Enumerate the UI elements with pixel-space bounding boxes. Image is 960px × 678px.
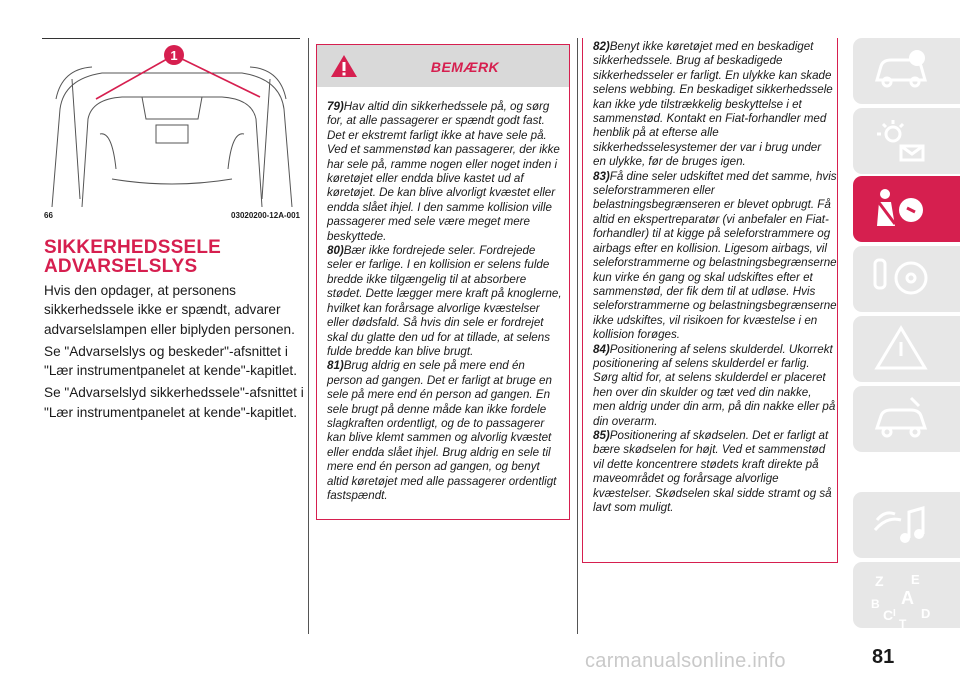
note-item: 85)Positionering af skødselen. Det er farligt at bære skødselen for højt. Ved et sammenstød vil dette koncentrere stødets kraft direkte på maveområdet og forårsage alvorlige kvæstelser. Skødselen skal sidde stramt og så lavt som muligt. <box>593 428 832 514</box>
note-continuation <box>582 38 838 563</box>
dashboard-lights-icon <box>871 116 931 166</box>
car-service-icon <box>871 394 931 444</box>
svg-text:C: C <box>883 607 894 623</box>
tab-multimedia[interactable] <box>853 492 960 558</box>
svg-text:Z: Z <box>875 573 884 589</box>
paragraph: Se "Advarselslyd sikkerhedssele"-afsnittet i "Lær instrumentpanelet at kende"-kapitlet. <box>44 385 304 420</box>
svg-text:E: E <box>911 572 920 587</box>
warning-triangle-icon <box>871 324 931 374</box>
watermark: carmanualsonline.info <box>585 650 786 672</box>
column-divider <box>308 38 309 634</box>
note-title: BEMÆRK <box>430 59 500 75</box>
multimedia-icon <box>871 500 931 550</box>
svg-text:B: B <box>871 597 880 611</box>
key-steering-icon <box>871 254 931 304</box>
note-item: 82)Benyt ikke køretøjet med en beskadiget sikkerhedssele. Brug af beskadigede sikkerhedsseler er farligt. En ulykke kan skade selens webbing. En beskadiget sikkerhedssele kan ikke yde tilstrækkelig beskyttelse i et sammenstød. Kontakt en Fiat-forhandler med henblik på at efterse alle sikkerhedsselesystemer der var i brug under en ulykke, før de bruges igen. <box>593 40 833 169</box>
section-body <box>44 281 306 425</box>
section-title: SIKKERHEDSSELE ADVARSELSLYS <box>44 237 222 277</box>
note-item: 84)Positionering af selens skulderdel. Ukorrekt positionering af selens skulderdel er farlig. Sørg altid for, at selens skulderdel er placeret hen over din skulder og tæt ved din nakke, men aldrig under din arm, på din nakke eller på din overarm. <box>593 342 836 428</box>
note-box <box>316 44 570 520</box>
figure-caption <box>44 211 300 220</box>
note-item: 79)Hav altid din sikkerhedssele på, og sørg for, at alle passagerer er spændt godt fast. Det er ekstremt farligt ikke at have sele på. Ved et sammenstød kan passagerer, der ikke har sele på, ramme nogen eller noget inden i køretøjet eller endda blive kastet ud af køretøjet. De kan blive alvorligt kvæstet eller endda slået ihjel. I den samme kollision ville passagerer med sele være meget mere beskyttede. <box>327 100 560 243</box>
rear-seat-illustration <box>42 39 300 207</box>
svg-text:D: D <box>921 606 931 621</box>
tab-seatbelt-airbag[interactable] <box>853 176 960 242</box>
warning-icon <box>329 53 359 79</box>
tab-car-info[interactable] <box>853 38 960 104</box>
note-header <box>317 45 569 87</box>
figure-code: 03020200-12A-001 <box>231 211 300 220</box>
tab-index[interactable] <box>853 562 960 628</box>
note-continuation-body <box>593 40 837 515</box>
svg-text:I: I <box>893 608 896 619</box>
seatbelt-figure <box>42 38 300 207</box>
paragraph: Hvis den opdager, at personens sikkerhedssele ikke er spændt, advarer advarselslampen eller biplyden personen. <box>44 283 295 337</box>
note-item: 80)Bær ikke fordrejede seler. Fordrejede seler er farlige. I en kollision er selens fulde bredde ikke tilgængelig til at absorbere stødet. Dette lægger mere kraft på knoglerne, hvilket kan forårsage alvorlige kvæstelser eller dødsfald. Så hvis din sele er fordrejet skal du glatte den ud for at tillade, at selens fulde bredde kan blive brugt. <box>327 244 562 358</box>
tab-key-steering[interactable] <box>853 246 960 312</box>
column-divider <box>577 38 578 634</box>
figure-number: 66 <box>44 211 53 220</box>
page-number: 81 <box>872 646 895 668</box>
paragraph: Se "Advarselslys og beskeder"-afsnittet i "Lær instrumentpanelet at kende"-kapitlet. <box>44 343 297 379</box>
tab-warning-triangle[interactable] <box>853 316 960 382</box>
note-item: 81)Brug aldrig en sele på mere end én person ad gangen. Det er farligt at bruge en sele på mere end én person ad gangen. En sele brugt på denne måde kan ikke fordele slagkraften ordentligt, og de to passagerer kan blive klemt sammen og alvorlig kvæstet eller endda slået ihjel. Brug aldrig en sele til mere end én person ad gangen, og benyt altid køretøjet med alle passagerer ordentligt fastspændt. <box>327 359 557 502</box>
car-info-icon <box>871 46 931 96</box>
note-body <box>327 100 563 503</box>
index-letters-icon <box>871 570 941 630</box>
seatbelt-airbag-icon <box>871 184 931 234</box>
tab-car-service[interactable] <box>853 386 960 452</box>
svg-text:T: T <box>899 617 907 630</box>
tab-dashboard-lights[interactable] <box>853 108 960 174</box>
svg-text:A: A <box>901 588 914 608</box>
note-item: 83)Få dine seler udskiftet med det samme, hvis seleforstrammeren eller belastningsbegrænseren er blevet opbrugt. Få altid en ekspertreparatør (vi anbefaler en Fiat-forhandler) til at kigge på seleforstrammere og airbags efter en kollision. Ligesom airbags, vil seleforstrammerne og belastningsbegrænserne kun virke én gang og skal udskiftes efter et sammenstød, der fik dem til at udløse. Hvis seleforstrammerne og belastningsbegrænserne ikke udskiftes, vil risikoen for kvæstelse i en kollision forøges. <box>593 169 837 342</box>
callout-number: 1 <box>170 48 178 63</box>
